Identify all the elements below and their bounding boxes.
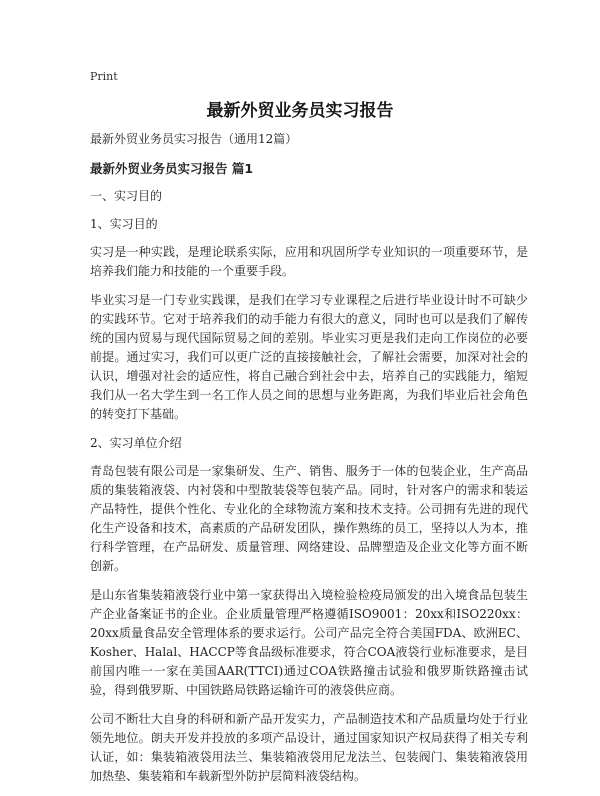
paragraph: 实习是一种实践，是理论联系实际，应用和巩固所学专业知识的一项重要环节，是培养我们能力和技能的一个重要手段。 <box>90 245 528 278</box>
section-heading: 最新外贸业务员实习报告 篇1 <box>90 161 254 176</box>
print-link[interactable]: Print <box>90 70 118 83</box>
document-body <box>90 130 528 796</box>
heading-purpose: 一、实习目的 <box>90 189 163 203</box>
paragraph: 是山东省集装箱液袋行业中第一家获得出入境检验检疫局颁发的出入境食品包装生产企业备案证书的企业。企业质量管理严格遵循ISO9001：20xx和ISO220xx：20xx质量食品安全管理体系的要求运行。公司产品完全符合美国FDA、欧洲EC、Kosher、Halal、HACCP等食品级标准要求，符合COA液袋行业标准要求，是目前国内唯一一家在美国AAR(TTCI)通过COA铁路撞击试验和俄罗斯铁路撞击试验，得到俄罗斯、中国铁路局铁路运输许可的液袋供应商。 <box>90 588 528 697</box>
document-subtitle: 最新外贸业务员实习报告（通用12篇） <box>90 132 298 146</box>
document-title: 最新外贸业务员实习报告 <box>206 101 394 121</box>
paragraph: 青岛包装有限公司是一家集研发、生产、销售、服务于一体的包装企业，生产高品质的集装箱液袋、内衬袋和中型散装袋等包装产品。同时，针对客户的需求和装运产品特性，提供个性化、专业化的全球物流方案和技术支持。公司拥有先进的现代化生产设备和技术，高素质的产品研发团队，操作熟练的员工，坚持以人为本，推行科学管理，在产品研发、质量管理、网络建设、品牌塑造及企业文化等方面不断创新。 <box>90 464 528 573</box>
paragraph: 公司不断壮大自身的科研和新产品开发实力，产品制造技术和产品质量均处于行业领先地位。朗夫开发并投放的多项产品设计，通过国家知识产权局获得了相关专利认证，如：集装箱液袋用法兰、集装箱液袋用尼龙法兰、包装阀门、集装箱液袋用加热垫、集装箱和车载新型外防护层简料液袋结构。 <box>90 712 528 783</box>
paragraph: 毕业实习是一门专业实践课，是我们在学习专业课程之后进行毕业设计时不可缺少的实践环节。它对于培养我们的动手能力有很大的意义，同时也可以是我们了解传统的国内贸易与现代国际贸易之间的差别。毕业实习更是我们走向工作岗位的必要前提。通过实习，我们可以更广泛的直接接触社会，了解社会需要，加深对社会的认识，增强对社会的适应性，将自己融合到社会中去，培养自己的实践能力，缩短我们从一名大学生到一名工作人员之间的思想与业务距离，为我们毕业后社会角色的转变打下基础。 <box>90 293 528 421</box>
subheading-purpose: 1、实习目的 <box>90 217 158 231</box>
subheading-company-intro: 2、实习单位介绍 <box>90 436 182 450</box>
